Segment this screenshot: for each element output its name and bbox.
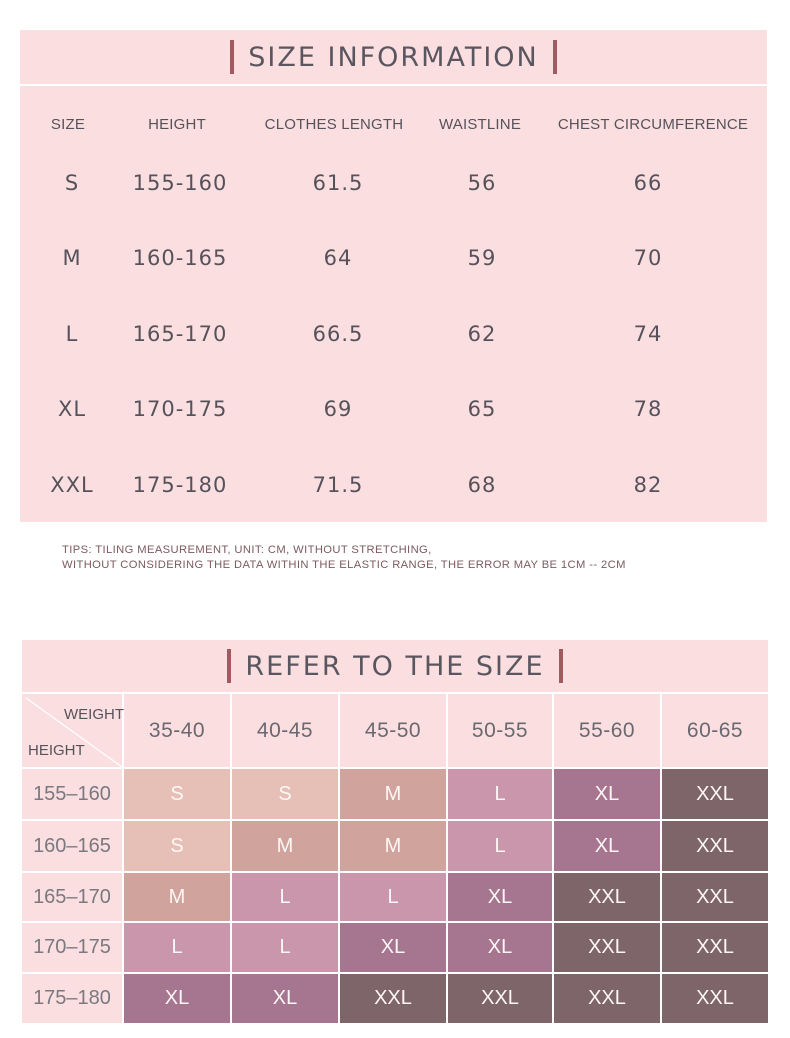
size-cell-r3-c4: XL (448, 873, 552, 921)
height-header-row-5: 175–180 (22, 974, 122, 1023)
size-cell-r5-c5: XXL (554, 974, 660, 1023)
size-cell-r4-c4: XL (448, 923, 552, 972)
height-header-row-4: 170–175 (22, 923, 122, 972)
column-header-clothes-length: CLOTHES LENGTH (264, 116, 404, 133)
tips-line-2: WITHOUT CONSIDERING THE DATA WITHIN THE ELASTIC RANGE, THE ERROR MAY BE 1CM -- 2CM (62, 559, 626, 571)
height-header-row-1: 155–160 (22, 769, 122, 819)
size-row-1-clothes-length: 61.5 (312, 171, 364, 195)
weight-header-35-40: 35-40 (124, 694, 230, 767)
size-cell-r2-c5: XL (554, 821, 660, 871)
tips-line-1: TIPS: TILING MEASUREMENT, UNIT: CM, WITHOUT STRETCHING, (62, 544, 432, 556)
size-information-table (20, 86, 767, 522)
size-row-5-size: XXL (50, 473, 94, 497)
size-cell-r3-c3: L (340, 873, 446, 921)
size-row-4-height: 170-175 (132, 397, 228, 421)
size-cell-r3-c1: M (124, 873, 230, 921)
size-row-4-chest-circumference: 78 (633, 397, 663, 421)
size-information-title: SIZE INFORMATION (248, 41, 539, 73)
size-row-3-size: L (65, 322, 79, 346)
size-row-5-chest-circumference: 82 (633, 473, 663, 497)
weight-header-60-65: 60-65 (662, 694, 768, 767)
size-cell-r2-c3: M (340, 821, 446, 871)
weight-header-50-55: 50-55 (448, 694, 552, 767)
size-row-3-height: 165-170 (132, 322, 228, 346)
size-cell-r5-c6: XXL (662, 974, 768, 1023)
size-row-5-height: 175-180 (132, 473, 228, 497)
size-row-4-waistline: 65 (467, 397, 497, 421)
size-cell-r4-c5: XXL (554, 923, 660, 972)
size-row-2-height: 160-165 (132, 246, 228, 270)
refer-to-size-header (22, 640, 768, 692)
size-cell-r2-c1: S (124, 821, 230, 871)
size-row-1-waistline: 56 (467, 171, 497, 195)
column-header-chest-circumference: CHEST CIRCUMFERENCE (557, 116, 749, 133)
column-header-height: HEIGHT (148, 116, 206, 133)
refer-to-size-title: REFER TO THE SIZE (245, 650, 545, 682)
size-row-2-size: M (62, 246, 82, 270)
size-cell-r2-c4: L (448, 821, 552, 871)
size-row-1-size: S (64, 171, 80, 195)
size-recommendation-grid (22, 694, 768, 1024)
size-row-5-waistline: 68 (467, 473, 497, 497)
title-left-bar (230, 40, 234, 74)
size-cell-r3-c2: L (232, 873, 338, 921)
size-row-1-chest-circumference: 66 (633, 171, 663, 195)
size-cell-r5-c1: XL (124, 974, 230, 1023)
size-cell-r2-c6: XXL (662, 821, 768, 871)
size-cell-r4-c1: L (124, 923, 230, 972)
size-cell-r2-c2: M (232, 821, 338, 871)
title-right-bar (553, 40, 557, 74)
size-row-2-chest-circumference: 70 (633, 246, 663, 270)
height-axis-label: HEIGHT (28, 742, 85, 759)
size-cell-r1-c2: S (232, 769, 338, 819)
size-cell-r4-c3: XL (340, 923, 446, 972)
size-row-2-clothes-length: 64 (323, 246, 353, 270)
weight-header-55-60: 55-60 (554, 694, 660, 767)
height-header-row-2: 160–165 (22, 821, 122, 871)
size-cell-r1-c6: XXL (662, 769, 768, 819)
measurement-tips (62, 543, 626, 573)
height-header-row-3: 165–170 (22, 873, 122, 921)
grid-corner-cell (22, 694, 122, 767)
weight-header-40-45: 40-45 (232, 694, 338, 767)
size-row-4-clothes-length: 69 (323, 397, 353, 421)
size-cell-r3-c6: XXL (662, 873, 768, 921)
size-row-1-height: 155-160 (132, 171, 228, 195)
size-information-header (20, 30, 767, 84)
size-row-2-waistline: 59 (467, 246, 497, 270)
column-header-waistline: WAISTLINE (438, 116, 522, 133)
column-header-size: SIZE (50, 116, 86, 133)
size-row-4-size: XL (57, 397, 87, 421)
size-row-3-chest-circumference: 74 (633, 322, 663, 346)
weight-header-45-50: 45-50 (340, 694, 446, 767)
size-cell-r4-c2: L (232, 923, 338, 972)
size-cell-r1-c5: XL (554, 769, 660, 819)
size-cell-r1-c3: M (340, 769, 446, 819)
title-right-bar (559, 649, 563, 683)
size-row-3-waistline: 62 (467, 322, 497, 346)
size-row-5-clothes-length: 71.5 (312, 473, 364, 497)
size-cell-r1-c4: L (448, 769, 552, 819)
size-cell-r1-c1: S (124, 769, 230, 819)
size-cell-r5-c2: XL (232, 974, 338, 1023)
size-cell-r3-c5: XXL (554, 873, 660, 921)
size-cell-r4-c6: XXL (662, 923, 768, 972)
weight-axis-label: WEIGHT (64, 706, 124, 723)
title-left-bar (227, 649, 231, 683)
size-row-3-clothes-length: 66.5 (312, 322, 364, 346)
size-cell-r5-c3: XXL (340, 974, 446, 1023)
size-cell-r5-c4: XXL (448, 974, 552, 1023)
